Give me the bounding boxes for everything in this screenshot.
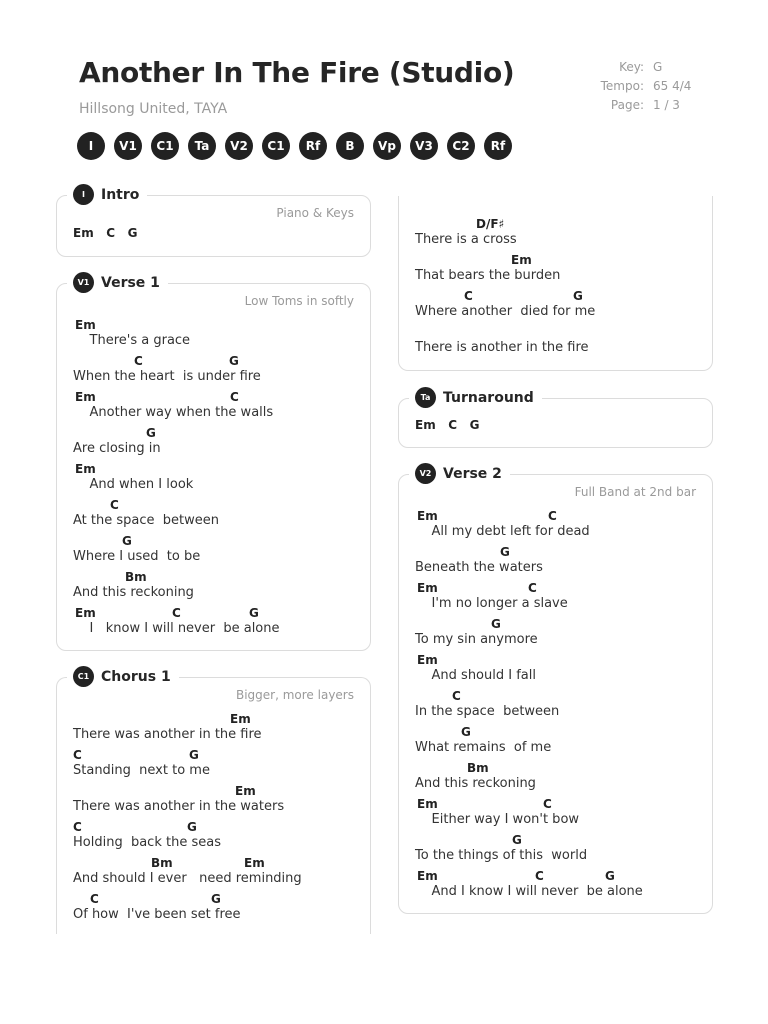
lyric-lines	[415, 217, 702, 361]
chord-symbol: G	[229, 354, 239, 368]
chord-symbol: C	[73, 820, 82, 834]
lyric-text: Another way when the walls	[73, 405, 274, 420]
chord-symbol: C	[73, 748, 82, 762]
chord-symbol: Em	[417, 797, 438, 811]
lyric-line	[73, 820, 360, 856]
nav-pill-v3[interactable]: V3	[410, 132, 438, 160]
lyric-text: And this reckoning	[415, 776, 536, 791]
chord-symbol: Em	[75, 318, 96, 332]
section-header	[409, 387, 542, 408]
section-title: Verse 1	[101, 274, 160, 291]
lyric-line	[73, 784, 360, 820]
lyric-text: Where another died for me	[415, 304, 596, 319]
lyric-line	[73, 354, 360, 390]
chord-symbol: G	[573, 289, 583, 303]
lyric-text: There is another in the fire	[415, 340, 589, 355]
nav-pill-ta[interactable]: Ta	[188, 132, 216, 160]
chord-symbol: Em	[75, 462, 96, 476]
nav-pill-v1[interactable]: V1	[114, 132, 142, 160]
lyric-text: That bears the burden	[415, 268, 561, 283]
chord-symbol: Em	[417, 653, 438, 667]
lyric-line	[73, 426, 360, 462]
chord-symbol: Em	[417, 581, 438, 595]
chord-line: Em C G	[73, 226, 138, 240]
chord-symbol: C	[172, 606, 181, 620]
chord-symbol: C	[110, 498, 119, 512]
chord-symbol: C	[548, 509, 557, 523]
lyric-text: All my debt left for dead	[415, 524, 590, 539]
song-artist: Hillsong United, TAYA	[79, 101, 228, 117]
chord-symbol: C	[464, 289, 473, 303]
nav-pill-v2[interactable]: V2	[225, 132, 253, 160]
chord-symbol: G	[122, 534, 132, 548]
lyric-text: I know I will never be alone	[73, 621, 280, 636]
section-title: Intro	[101, 186, 140, 203]
section-header	[67, 184, 147, 205]
section-verse-2	[398, 465, 713, 914]
lyric-line	[73, 534, 360, 570]
section-badge: C1	[73, 666, 94, 687]
lyric-line	[415, 653, 702, 689]
lyric-text: Standing next to me	[73, 763, 210, 778]
key-label: Key:	[619, 60, 644, 74]
page-label: Page:	[610, 98, 644, 112]
section-note: Piano & Keys	[276, 206, 354, 220]
chord-symbol: C	[134, 354, 143, 368]
section-navigation	[77, 132, 512, 160]
lyric-line	[73, 570, 360, 606]
lyric-line	[73, 712, 360, 748]
chord-symbol: Em	[75, 390, 96, 404]
chord-symbol: Em	[417, 869, 438, 883]
lyric-text: There was another in the fire	[73, 727, 262, 742]
lyric-text: There was another in the waters	[73, 799, 285, 814]
lyric-text: Beneath the waters	[415, 560, 543, 575]
tempo-label: Tempo:	[600, 79, 644, 93]
section-badge: Ta	[415, 387, 436, 408]
chord-symbol: Em	[75, 606, 96, 620]
section-chorus-1	[56, 668, 371, 934]
meta-values	[653, 58, 691, 115]
chord-symbol: Em	[511, 253, 532, 267]
lyric-text: Of how I've been set free	[73, 907, 241, 922]
lyric-text: There is a cross	[415, 232, 517, 247]
chord-symbol: G	[605, 869, 615, 883]
lyric-text: When the heart is under fire	[73, 369, 261, 384]
section-header	[67, 272, 168, 293]
tempo-value: 65 4/4	[653, 79, 692, 93]
nav-pill-c2[interactable]: C2	[447, 132, 475, 160]
section-title: Verse 2	[443, 465, 502, 482]
lyric-text: Holding back the seas	[73, 835, 221, 850]
nav-pill-i[interactable]: I	[77, 132, 105, 160]
lyric-text: There's a grace	[73, 333, 191, 348]
section-badge: I	[73, 184, 94, 205]
chord-line: Em C G	[415, 418, 480, 432]
lyric-line	[73, 606, 360, 642]
section-turnaround	[398, 389, 713, 448]
page-value: 1 / 3	[653, 98, 680, 112]
chord-symbol: C	[452, 689, 461, 703]
meta-labels	[601, 58, 644, 115]
lyric-line	[415, 725, 702, 761]
nav-pill-rf[interactable]: Rf	[299, 132, 327, 160]
chord-symbol: C	[90, 892, 99, 906]
lyric-line	[415, 289, 702, 325]
chord-symbol: C	[535, 869, 544, 883]
lyric-text: I'm no longer a slave	[415, 596, 568, 611]
lyric-line	[73, 892, 360, 928]
chord-symbol: G	[249, 606, 259, 620]
lyric-text: Are closing in	[73, 441, 161, 456]
chord-symbol: G	[187, 820, 197, 834]
chord-symbol: G	[491, 617, 501, 631]
lyric-line	[415, 509, 702, 545]
nav-pill-c1[interactable]: C1	[262, 132, 290, 160]
lyric-line	[415, 325, 702, 361]
section-badge: V1	[73, 272, 94, 293]
section-chorus-1-continued	[398, 196, 713, 371]
lyric-line	[73, 462, 360, 498]
lyric-text: And when I look	[73, 477, 194, 492]
nav-pill-rf[interactable]: Rf	[484, 132, 512, 160]
chord-symbol: G	[512, 833, 522, 847]
lyric-line	[415, 253, 702, 289]
lyric-text: To the things of this world	[415, 848, 588, 863]
chord-symbol: C	[230, 390, 239, 404]
lyric-lines	[415, 509, 702, 905]
lyric-line	[73, 498, 360, 534]
chord-symbol: C	[543, 797, 552, 811]
lyric-line	[415, 217, 702, 253]
chord-symbol: C	[528, 581, 537, 595]
lyric-line	[73, 318, 360, 354]
lyric-line	[415, 581, 702, 617]
chord-symbol: Em	[244, 856, 265, 870]
lyric-line	[73, 748, 360, 784]
lyric-line	[415, 545, 702, 581]
section-note: Bigger, more layers	[235, 688, 354, 702]
nav-pill-vp[interactable]: Vp	[373, 132, 401, 160]
nav-pill-b[interactable]: B	[336, 132, 364, 160]
lyric-text: And this reckoning	[73, 585, 194, 600]
lyric-line	[415, 617, 702, 653]
lyric-text: Either way I won't bow	[415, 812, 580, 827]
chord-symbol: D/F♯	[476, 217, 505, 231]
key-value: G	[653, 60, 663, 74]
lyric-text: And should I fall	[415, 668, 536, 683]
chord-symbol: Bm	[151, 856, 173, 870]
lyric-line	[73, 856, 360, 892]
lyric-line	[73, 390, 360, 426]
section-note: Full Band at 2nd bar	[574, 485, 696, 499]
lyric-text: And I know I will never be alone	[415, 884, 643, 899]
lyric-line	[415, 761, 702, 797]
lyric-text: Where I used to be	[73, 549, 201, 564]
section-badge: V2	[415, 463, 436, 484]
lyric-text: What remains of me	[415, 740, 552, 755]
section-header	[67, 666, 179, 687]
section-title: Turnaround	[443, 389, 534, 406]
chord-symbol: Em	[230, 712, 251, 726]
lyric-line	[415, 833, 702, 869]
chord-symbol: Em	[235, 784, 256, 798]
chord-symbol: G	[189, 748, 199, 762]
section-title: Chorus 1	[101, 668, 171, 685]
chord-symbol: G	[211, 892, 221, 906]
section-verse-1	[56, 274, 371, 651]
chord-symbol: G	[146, 426, 156, 440]
lyric-text: At the space between	[73, 513, 219, 528]
chord-symbol: G	[461, 725, 471, 739]
lyric-text: And should I ever need reminding	[73, 871, 302, 886]
lyric-line	[415, 689, 702, 725]
lyric-text: In the space between	[415, 704, 560, 719]
nav-pill-c1[interactable]: C1	[151, 132, 179, 160]
lyric-text: To my sin anymore	[415, 632, 538, 647]
section-intro	[56, 186, 371, 257]
lyric-line	[415, 797, 702, 833]
lyric-lines	[73, 318, 360, 642]
chord-symbol: Em	[417, 509, 438, 523]
chord-symbol: Bm	[467, 761, 489, 775]
lyric-lines	[73, 712, 360, 928]
chord-symbol: Bm	[125, 570, 147, 584]
lyric-line	[415, 869, 702, 905]
chord-symbol: G	[500, 545, 510, 559]
song-title: Another In The Fire (Studio)	[79, 56, 515, 89]
section-header	[409, 463, 510, 484]
section-note: Low Toms in softly	[244, 294, 354, 308]
